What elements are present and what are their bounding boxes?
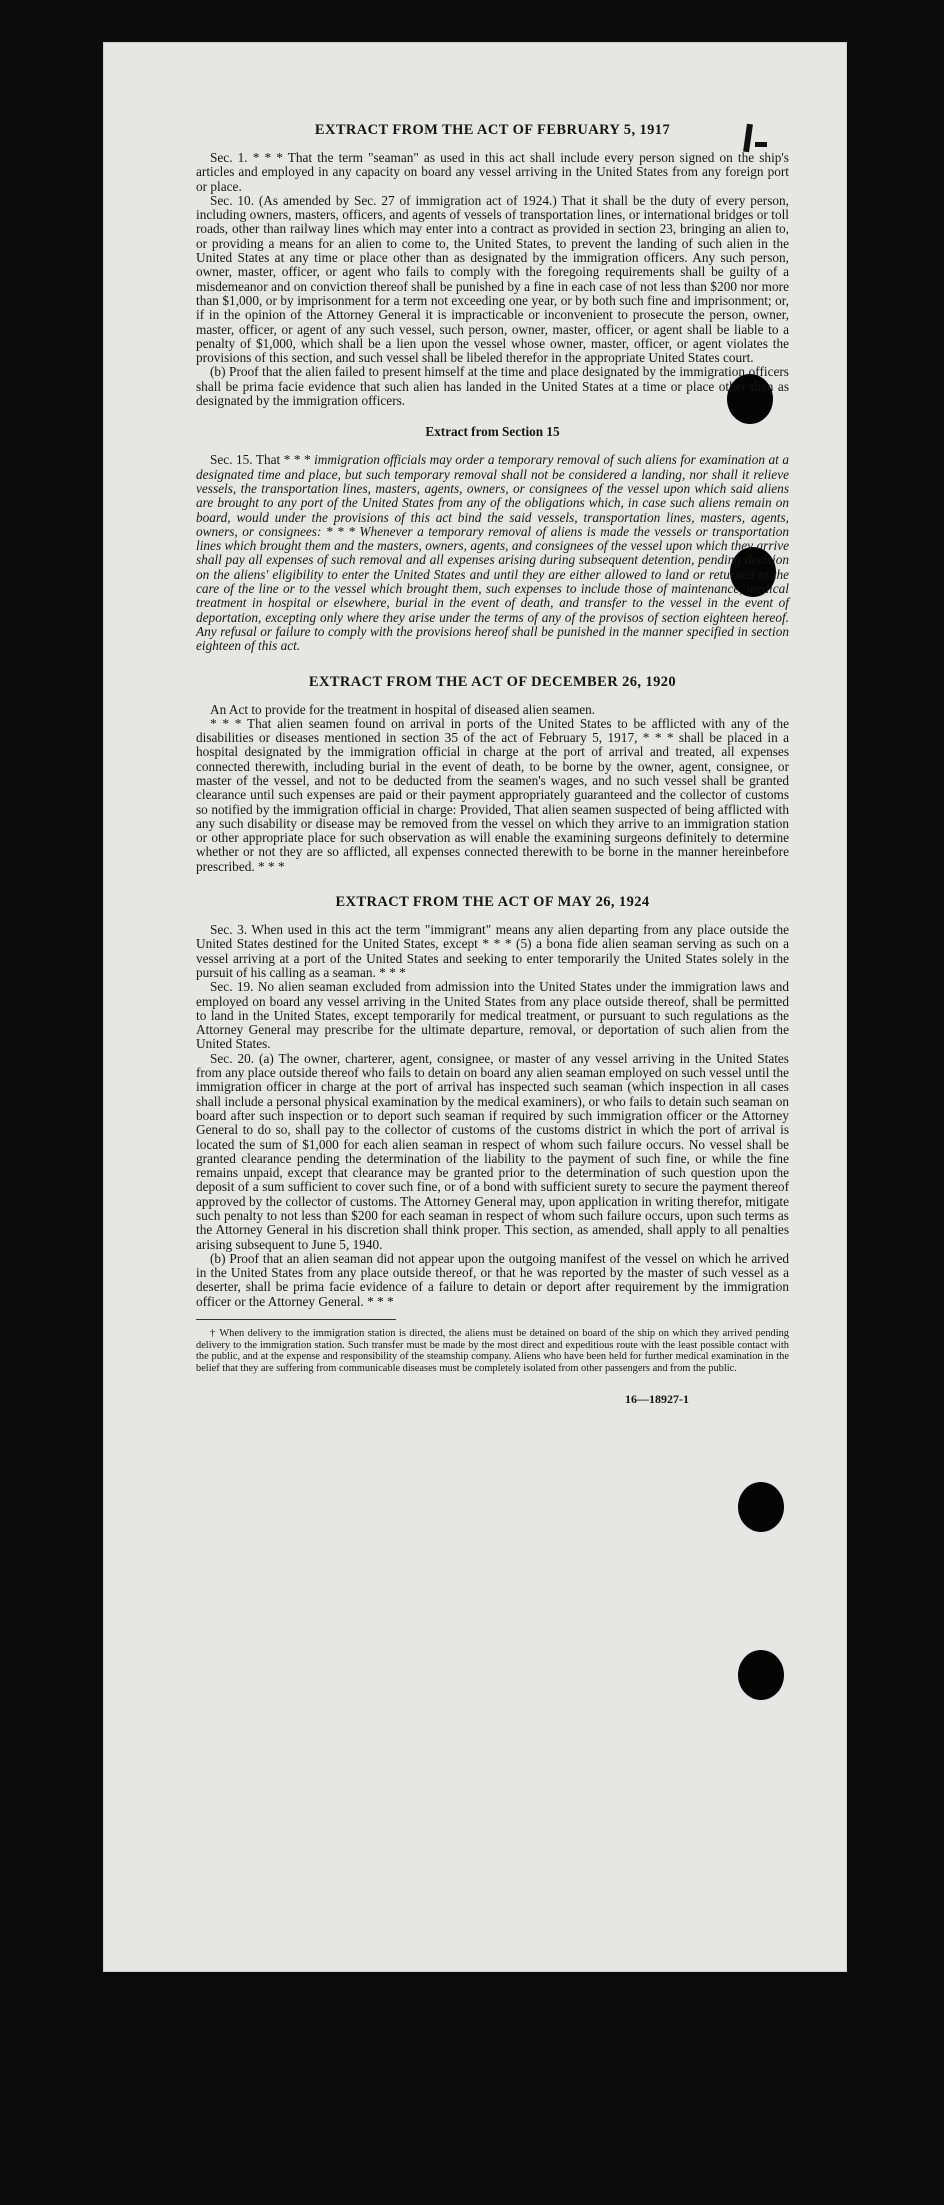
- paragraph-sec-20b: (b) Proof that an alien seaman did not appear upon the outgoing manifest of the vessel on which he arrived in the United States from any place outside thereof, or that he was reported by the master of such vessel as a deserter, shall be prima facie evidence of a failure to detain or deport after requirement by the immigration officer or the Attorney General. * * *: [196, 1250, 789, 1309]
- form-code: 16—18927-1: [625, 1392, 689, 1407]
- sec-15-lead: Sec. 15. That * * *: [210, 452, 311, 468]
- heading-act-1917: EXTRACT FROM THE ACT OF FEBRUARY 5, 1917: [314, 122, 671, 138]
- footnote: † When delivery to the immigration station is directed, the aliens must be detained on board of the ship on which they arrived pending delivery to the immigration station. Such transfer must be made by the most direct and expeditious route with the least possible contact with the public, and at the expense and responsibility of the steamship company. Aliens who have been held for further medical examination in the belief that they are suffering from communicable diseases must be completely isolated from other passengers and from the public.: [196, 1328, 789, 1374]
- paragraph-sec-3: Sec. 3. When used in this act the term "immigrant" means any alien departing from any place outside the United States destined for the United States, except * * * (5) a bona fide alien seaman serving as such on a vessel arriving at a port of the United States and seeking to enter temporarily the United States solely in the pursuit of his calling as a seaman. * * *: [196, 922, 789, 980]
- paragraph-sec-19: Sec. 19. No alien seaman excluded from admission into the United States under the immigration laws and employed on board any vessel arriving in the United States from any place outside thereof, shall be permitted to land in the United States, except temporarily for medical treatment, or pursuant to such regulations as the Attorney General may prescribe for the ultimate departure, removal, or deportation of such alien from the United States.: [196, 979, 789, 1052]
- paragraph-sec-1: Sec. 1. * * * That the term "seaman" as used in this act shall include every person signed on the ship's articles and employed in any capacity on board any vessel arriving in the United States from any foreign port or place.: [196, 150, 789, 194]
- punch-hole: [738, 1482, 784, 1532]
- heading-act-1920: EXTRACT FROM THE ACT OF DECEMBER 26, 1920: [308, 673, 677, 690]
- heading-section-15: Extract from Section 15: [425, 424, 560, 440]
- footnote-divider: [196, 1319, 396, 1320]
- paragraph-sec-10b: (b) Proof that the alien failed to present himself at the time and place designated by the immigration officers shall be prima facie evidence that such alien has landed in the United States at a time or place other than as designated by the immigration officers.: [196, 364, 789, 409]
- punch-hole: [738, 1650, 784, 1700]
- paragraph-act-title: An Act to provide for the treatment in hospital of diseased alien seamen.: [210, 701, 596, 717]
- paragraph-sec-15: [196, 453, 789, 653]
- document-page: [103, 42, 847, 1972]
- paragraph-sec-20a: Sec. 20. (a) The owner, charterer, agent, consignee, or master of any vessel arriving in the United States from any place outside thereof who fails to detain on board any alien seaman employed on such vessel until the immigration officer in charge at the port of arrival has inspected such seaman (which inspection in all cases shall include a personal physical examination by the medical examiners), or who fails to detain such seaman on board after such inspection or to deport such seaman if required by such immigration officer or the Attorney General to do so, shall pay to the collector of customs of the customs district in which the port of arrival is located the sum of $1,000 for each alien seaman in respect of whom such failure occurs. No vessel shall be granted clearance pending the determination of the liability to the payment of such fine, or while the fine remains unpaid, except that clearance may be granted prior to the determination of such question upon the deposit of a sum sufficient to cover such fine, or of a bond with sufficient surety to secure the payment thereof approved by the collector of customs. The Attorney General may, upon application in writing therefor, mitigate such penalty to not less than $200 for each seaman in respect of whom such failure occurs, upon such terms as the Attorney General in his discretion shall think proper. This section, as amended, shall apply to all penalties arising subsequent to June 5, 1940.: [196, 1050, 790, 1252]
- heading-act-1924: EXTRACT FROM THE ACT OF MAY 26, 1924: [335, 894, 650, 911]
- paragraph-hospital: * * * That alien seamen found on arrival in ports of the United States to be afflicted with any of the disabilities or diseases mentioned in section 35 of the act of February 5, 1917, * * * shall be placed in a hospital designated by the immigration official in charge at the port of arrival and treated, all expenses connected therewith, including burial in the event of death, to be borne by the owner, agent, consignee, or master of the vessel, and not to be deducted from the seamen's wages, and no such vessel shall be granted clearance until such expenses are paid or their payment appropriately guaranteed and the collector of customs so notified by the immigration official in charge: Provided, That alien seamen suspected of being afflicted with any such disability or disease may be removed from the vessel on which they arrive to an immigration station or other appropriate place for such observation as will enable the examining surgeons definitely to determine whether or not they are so afflicted, all expenses connected therewith to be borne in the manner hereinbefore prescribed. * * *: [196, 715, 789, 874]
- sec-15-body: immigration officials may order a temporary removal of such aliens for examination at a designated time and place, but such temporary removal shall not be considered a landing, nor shall it relieve vessels, the transportation lines, masters, agents, owners, or consignees of the vessel upon which said aliens are brought to any port of the United States from any of the obligations which, in case such aliens remain on board, would under the provisions of this act bind the said vessels, transportation lines, masters, agents, owners, or consignees: * * * Whenever a temporary removal of aliens is made the vessels or transportation lines which brought them and the masters, owners, agents, and consignees of the vessel upon which they arrive shall pay all expenses of such removal and all expenses arising during subsequent detention, pending decision on the aliens' eligibility to enter the United States and until they are either allowed to land or returned to the care of the line or to the vessel which brought them, such expenses to include those of maintenance, medical treatment in hospital or elsewhere, burial in the event of death, and transfer to the vessel in the event of deportation, excepting only where they arise under the terms of any of the provisos of section eighteen hereof. Any refusal or failure to comply with the provisions hereof shall be punished in the manner specified in section eighteen of this act.: [196, 452, 789, 654]
- paragraph-sec-10: Sec. 10. (As amended by Sec. 27 of immigration act of 1924.) That it shall be the duty of every person, including owners, masters, officers, and agents of vessels of transportation lines, or international bridges or toll roads, other than railway lines which may enter into a contract as provided in section 23, bringing an alien to, or providing a means for an alien to come to, the United States, to prevent the landing of such alien in the United States at any time or place other than as designated by the immigration officers. Any such person, owner, master, officer, or agent who fails to comply with the foregoing requirements shall be guilty of a misdemeanor and on conviction thereof shall be punished by a fine in each case of not less than $200 nor more than $1,000, or by imprisonment for a term not exceeding one year, or by both such fine and imprisonment; or, if in the opinion of the Attorney General it is impracticable or inconvenient to prosecute the person, owner, master, officer, or agent of any such vessel, such person, owner, master, officer, or agent shall be liable to a penalty of $1,000, which shall be a lien upon the vessel whose owner, master, officer, or agent violates the provisions of this section, and such vessel shall be libeled therefor in the appropriate United States court.: [196, 192, 789, 366]
- document-body: [196, 122, 789, 1407]
